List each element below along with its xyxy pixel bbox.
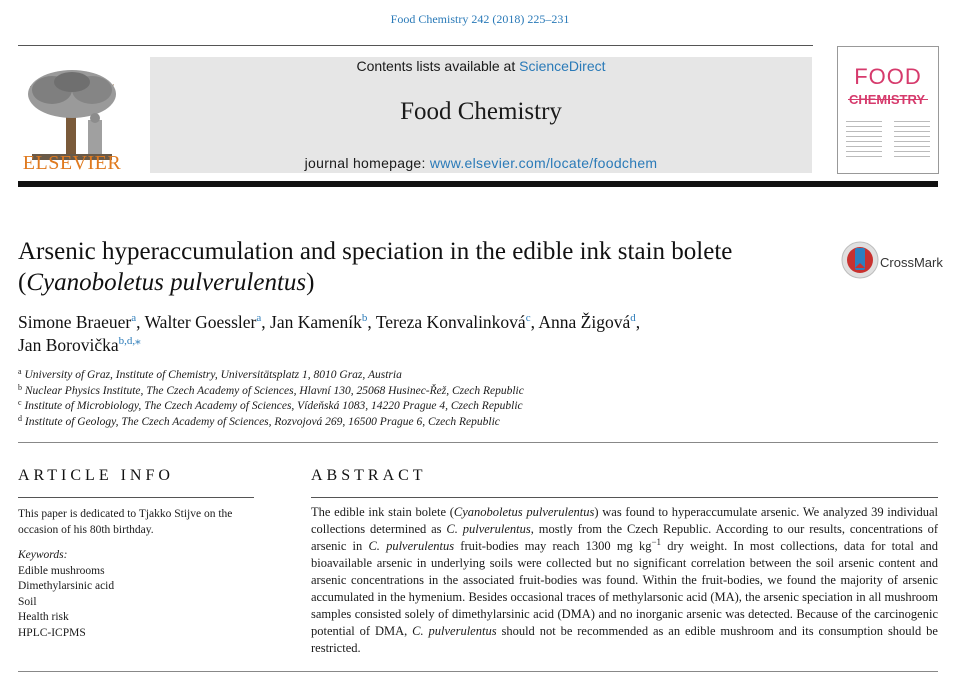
abstract-species-name: Cyanoboletus pulverulentus [453,505,595,519]
keyword-item: Health risk [18,611,69,623]
author-affiliation-mark[interactable]: d [630,312,636,324]
dedication-note: This paper is dedicated to Tjakko Stijve on the occasion of his 80th birthday. [18,508,233,536]
keyword-item: Edible mushrooms [18,564,105,577]
affiliation-mark: a [18,367,22,376]
cover-title-food: FOOD [854,64,922,89]
abstract-species-name: C. pulverulentus [368,539,455,553]
keywords-label: Keywords: [18,549,68,561]
keyword-item: Dimethylarsinic acid [18,580,115,592]
affiliation [18,415,718,431]
elsevier-wordmark[interactable]: ELSEVIER [22,152,122,174]
abstract-segment: ) was found to hyperaccumulate arsenic. We analyzed 39 individual collections determined as [311,505,938,536]
author-affiliation-mark[interactable]: c [525,312,531,324]
abstract-segment: should not be recommended as an edible mushroom and its consumption should be restricted. [311,624,938,655]
affiliations-rule [18,442,938,443]
abstract-heading: ABSTRACT [311,467,427,484]
cover-title-chemistry: CHEMISTRY [848,92,926,107]
abstract-segment: The edible ink stain bolete ( [311,505,454,519]
title-close-paren: ) [306,269,315,296]
author-affiliation-mark[interactable]: a [256,312,262,324]
author-separator: , [136,312,145,332]
author-list [18,311,798,357]
title-main: Arsenic hyperaccumulation and speciation in the edible ink stain bolete [18,238,733,265]
corresponding-author-mark[interactable]: ⁎ [135,335,141,347]
article-info-heading: ARTICLE INFO [18,467,174,484]
abstract-text [311,504,938,657]
crossmark-label[interactable]: CrossMark [880,255,943,270]
abstract-segment: , mostly from the Czech Republic. According to our results, concentrations of arsenic in [311,522,938,553]
abstract-species-name: C. pulverulentus [412,624,497,638]
title-species: Cyanoboletus pulverulentus [26,269,307,296]
cover-editor-list-left [846,121,882,161]
abstract-segment: dry weight. In most collections, data for total and bioavailable arsenic in underlying soils were collected but no significant correlation between the soil arsenic content and arsenic concentrations in the associated fruit-bodies was found. Within the fruit-bodies, we found the majority of arsenic accumulated in the hymenium. Besides occasional traces of methylarsonic acid (MA), the arsenic speciation in all mushroom samples consisted solely of dimethylarsinic acid (DMA) and no inorganic arsenic was detected. Because of the carcinogenic potential of DMA, [311,539,938,638]
author-affiliation-mark[interactable]: a [131,312,137,324]
abstract-segment: fruit-bodies may reach 1300 mg kg [454,539,652,553]
affiliation-text: Nuclear Physics Institute, The Czech Academy of Sciences, Hlavní 130, 25068 Husinec-Řež, Czech Republic [24,384,524,397]
contents-prefix: Contents lists available at [356,58,520,74]
keyword-item: HPLC-ICPMS [18,626,86,639]
author-separator: , [530,312,539,332]
author-affiliation-mark[interactable]: b,d, [118,335,136,347]
abstract-bottom-rule [18,671,938,672]
affiliation-mark: c [18,398,22,407]
article-title [18,236,818,298]
affiliation [18,368,718,384]
sciencedirect-link[interactable]: ScienceDirect [519,58,606,74]
crossmark-icon[interactable] [841,241,879,279]
affiliation-text: Institute of Microbiology, The Czech Academy of Sciences, Vídeňská 1083, 14220 Prague 4, Czech Republic [24,400,523,412]
header-bottom-rule [18,181,938,187]
author-affiliation-mark[interactable]: b [361,312,368,324]
abstract-rule [311,497,938,498]
journal-homepage-link[interactable]: www.elsevier.com/locate/foodchem [429,155,658,171]
affiliation [18,399,718,415]
author-separator: , [261,312,271,332]
author-separator: , [367,312,376,332]
abstract-species-name: C. pulverulentus [446,522,531,536]
affiliation-text: University of Graz, Institute of Chemistry, Universitätsplatz 1, 8010 Graz, Austria [24,369,402,381]
unit-exponent: −1 [651,537,662,547]
affiliation [18,384,718,400]
author-name[interactable]: Walter Goessler [144,312,257,332]
contents-availability-line [150,58,812,74]
header-top-rule [18,45,813,46]
affiliation-text: Institute of Geology, The Czech Academy of Sciences, Rozvojová 269, 16500 Prague 6, Czech Republic [24,415,500,428]
cover-editor-list-right [894,121,930,161]
article-info-body [18,507,258,641]
author-name[interactable]: Jan Borovička [18,335,119,355]
affiliation-mark: d [18,413,22,423]
affiliation-mark: b [18,382,22,392]
affiliation-list [18,368,718,430]
author-name[interactable]: Anna Žigová [538,312,631,332]
journal-homepage-line [150,155,812,171]
keyword-item: Soil [18,595,37,608]
title-open-paren: ( [18,269,27,296]
article-info-rule [18,497,254,498]
author-name[interactable]: Jan Kameník [270,312,362,332]
journal-citation-link[interactable]: Food Chemistry 242 (2018) 225–231 [390,12,570,26]
author-separator: , [635,312,641,332]
homepage-prefix: journal homepage: [304,155,430,171]
journal-title: Food Chemistry [400,98,562,125]
author-name[interactable]: Simone Braeuer [18,312,132,332]
author-name[interactable]: Tereza Konvalinková [375,312,526,332]
